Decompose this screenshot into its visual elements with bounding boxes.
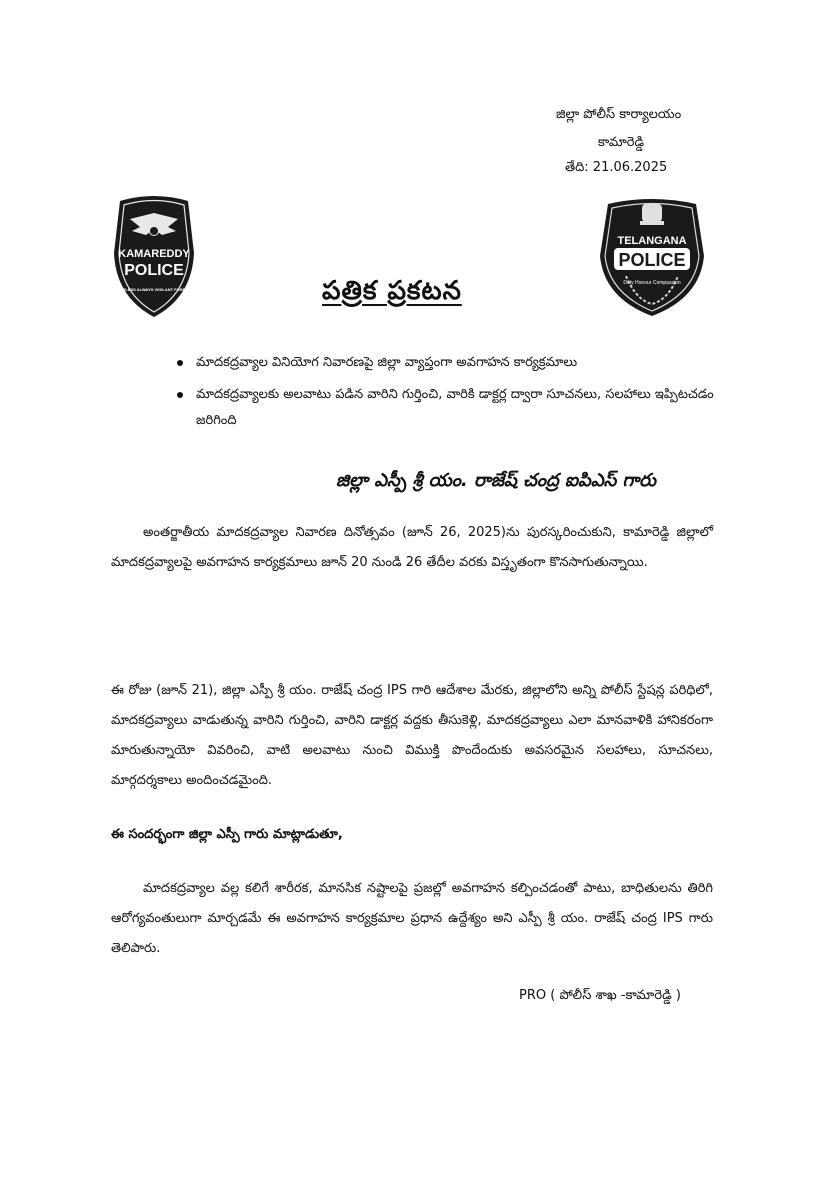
logo-left-motto: FEARLESS ALWAYS VIGILANT FOREVER [114,287,194,292]
press-date: తేది: 21.06.2025 [565,160,668,175]
page-title: పత్రిక ప్రకటన [322,276,462,306]
logo-right-line2: POLICE [618,250,686,270]
lion-emblem-icon [640,204,664,225]
logo-right-motto: Duty Honour Compassion [623,280,681,286]
logo-left-line2: POLICE [124,262,184,279]
office-place: కామారెడ్డి [598,135,645,150]
sp-name-heading: జిల్లా ఎస్పీ శ్రీ యం. రాజేష్ చంద్ర ఐపిఎస్ గారు [336,470,657,491]
paragraph-intro: అంతర్జాతీయ మాదకద్రవ్యాల నివారణ దినోత్సవం (జూన్ 26, 2025)ను పురస్కరించుకుని, కామారెడ్డి జిల్లాలో మాదకద్రవ్యాలపై అవగాహన కార్యక్రమాలు జూన్ 20 నుండి 26 తేదీల వరకు విస్తృతంగా కొనసాగుతున్నాయి. [111,525,713,570]
bullet-item: మాదకద్రవ్యాల వినియోగ నివారణపై జిల్లా వ్యాప్తంగా అవగాహన కార్యక్రమాలు [172,350,722,376]
telangana-police-logo [596,192,708,320]
highlights-list [172,350,722,440]
logo-right-line1: TELANGANA [617,235,687,247]
logo-left-line1: KAMAREDDY [118,248,190,260]
kamareddy-police-logo [110,193,198,321]
paragraph-objective: మాదకద్రవ్యాల వల్ల కలిగే శారీరక, మానసిక నష్టాలపై ప్రజల్లో అవగాహన కల్పించడంతో పాటు, బాధితులను తిరిగి ఆరోగ్యవంతులుగా మార్చడమే ఈ అవగాహన కార్యక్రమాల ప్రధాన ఉద్దేశ్యం అని ఎస్పీ శ్రీ యం. రాజేష్ చంద్ర IPS గారు తెలిపారు. [111,881,713,956]
bullet-item: మాదకద్రవ్యాలకు అలవాటు పడిన వారిని గుర్తించి, వారికి డాక్టర్ల ద్వారా సూచనలు, సలహాలు ఇప్పిటచడం జరిగింది [172,382,722,434]
paragraph-speech-lead: ఈ సందర్భంగా జిల్లా ఎస్పీ గారు మాట్లాడుతూ, [111,827,343,842]
paragraph-activities: ఈ రోజు (జూన్ 21), జిల్లా ఎస్పీ శ్రీ యం. రాజేష్ చంద్ర IPS గారి ఆదేశాల మేరకు, జిల్లాలోని అన్ని పోలీస్ స్టేషన్ల పరిధిలో, మాదకద్రవ్యాలు వాడుతున్న వారిని గుర్తించి, వారిని డాక్టర్ల వద్దకు తీసుకెళ్లి, మాదకద్రవ్యాలు ఎలా మానవాళికి హానికరంగా మారుతున్నాయో వివరించి, వాటి అలవాటు నుంచి విముక్తి పొందేందుకు అవసరమైన సలహాలు, సూచనలు, మార్గదర్శకాలు అందించడమైంది. [111,683,713,788]
office-name: జిల్లా పోలీస్ కార్యాలయం [556,107,682,122]
signature: PRO ( పోలీస్ శాఖ -కామారెడ్డి ) [519,988,681,1003]
